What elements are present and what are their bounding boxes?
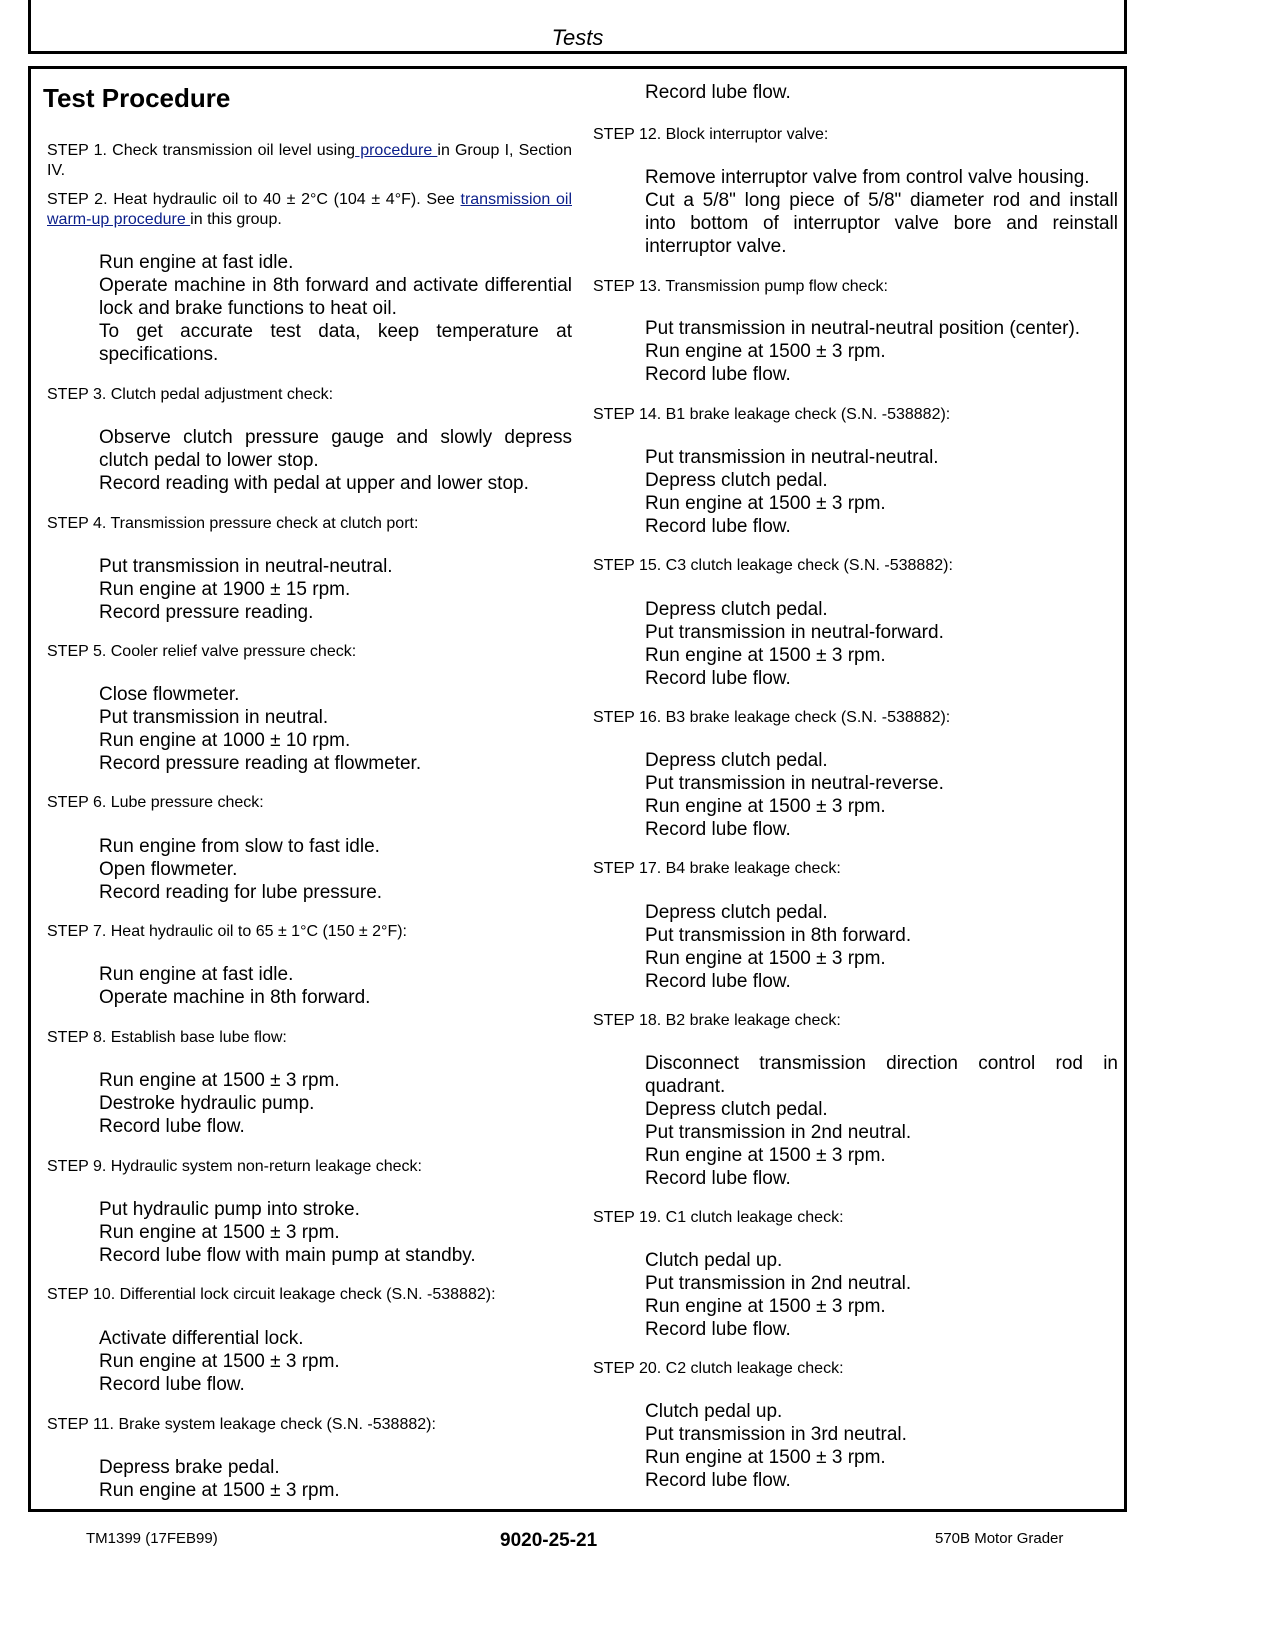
step-17-heading: STEP 17. B4 brake leakage check: xyxy=(593,860,841,877)
step-18-heading: STEP 18. B2 brake leakage check: xyxy=(593,1012,841,1029)
step-14-body xyxy=(645,446,1118,538)
step-6-heading: STEP 6. Lube pressure check: xyxy=(47,794,264,811)
step-16-body xyxy=(645,749,1118,841)
step-line: Operate machine in 8th forward. xyxy=(99,987,371,1008)
step-line: Put transmission in neutral-reverse. xyxy=(645,773,944,794)
step-line: Put transmission in neutral-forward. xyxy=(645,622,944,643)
step-line: Remove interruptor valve from control valve housing. xyxy=(645,167,1090,188)
procedure-link[interactable]: procedure xyxy=(355,142,438,159)
step-line: Record lube flow. xyxy=(645,1470,791,1491)
step-17-body xyxy=(645,901,1118,993)
step-5-heading: STEP 5. Cooler relief valve pressure check: xyxy=(47,643,357,660)
step-line: Run engine at 1500 ± 3 rpm. xyxy=(645,948,886,969)
step-line: Record pressure reading. xyxy=(99,602,314,623)
step-line: Run engine at 1500 ± 3 rpm. xyxy=(645,1145,886,1166)
step-12-body xyxy=(645,166,1118,258)
step-line: Activate differential lock. xyxy=(99,1328,304,1349)
step-line: Disconnect transmission direction control rod in quadrant. xyxy=(645,1053,1118,1097)
step-18-body xyxy=(645,1052,1118,1190)
step-line: Record reading for lube pressure. xyxy=(99,882,383,903)
step-line: Open flowmeter. xyxy=(99,859,238,880)
step-line: Record lube flow. xyxy=(645,82,791,103)
footer-manual-id: TM1399 (17FEB99) xyxy=(86,1530,218,1547)
step-line: To get accurate test data, keep temperature at specifications. xyxy=(99,321,572,365)
step-line: Run engine at 1000 ± 10 rpm. xyxy=(99,730,351,751)
step-line: Run engine at 1500 ± 3 rpm. xyxy=(645,645,886,666)
step-line: Run engine at 1500 ± 3 rpm. xyxy=(645,796,886,817)
step-5-body xyxy=(99,683,572,775)
footer-page-number: 9020-25-21 xyxy=(500,1530,598,1551)
step-9-body xyxy=(99,1198,572,1267)
step-line: Put transmission in 2nd neutral. xyxy=(645,1273,912,1294)
step-line: Run engine at 1500 ± 3 rpm. xyxy=(99,1070,340,1091)
step-2 xyxy=(47,190,572,230)
step-line: Run engine at fast idle. xyxy=(99,964,294,985)
step-line: Operate machine in 8th forward and activate differential lock and brake functions to heat oil. xyxy=(99,275,572,319)
step-line: Depress clutch pedal. xyxy=(645,902,828,923)
step-line: Clutch pedal up. xyxy=(645,1401,783,1422)
step-line: Put transmission in neutral-neutral position (center). xyxy=(645,318,1081,339)
step-line: Record lube flow. xyxy=(645,364,791,385)
step-line: Run engine at 1500 ± 3 rpm. xyxy=(99,1480,340,1501)
step-line: Destroke hydraulic pump. xyxy=(99,1093,315,1114)
step-line: Put transmission in neutral. xyxy=(99,707,329,728)
step-11-body xyxy=(99,1456,572,1502)
step-1-text: STEP 1. Check transmission oil level using xyxy=(47,142,356,159)
step-15-heading: STEP 15. C3 clutch leakage check (S.N. -538882): xyxy=(593,557,953,574)
step-line: Record lube flow. xyxy=(645,819,791,840)
step-10-heading: STEP 10. Differential lock circuit leakage check (S.N. -538882): xyxy=(47,1286,496,1303)
step-line: Run engine at 1500 ± 3 rpm. xyxy=(645,341,886,362)
step-7-heading: STEP 7. Heat hydraulic oil to 65 ± 1°C (150 ± 2°F): xyxy=(47,923,407,940)
step-line: Put transmission in neutral-neutral. xyxy=(99,556,393,577)
step-line: Record lube flow. xyxy=(645,1319,791,1340)
step-6-body xyxy=(99,835,572,904)
step-line: Record lube flow. xyxy=(645,668,791,689)
step-10-body xyxy=(99,1327,572,1396)
step-line: Run engine at 1500 ± 3 rpm. xyxy=(645,493,886,514)
step-14-heading: STEP 14. B1 brake leakage check (S.N. -538882): xyxy=(593,406,951,423)
page-title: Test Procedure xyxy=(43,83,231,113)
step-line: Depress clutch pedal. xyxy=(645,750,828,771)
step-11-body-cont xyxy=(645,81,1118,104)
step-line: Put hydraulic pump into stroke. xyxy=(99,1199,360,1220)
step-1-text-end: in Group I, Section IV. xyxy=(47,142,573,179)
step-4-body xyxy=(99,555,572,624)
step-line: Depress brake pedal. xyxy=(99,1457,280,1478)
step-line: Record lube flow. xyxy=(645,1168,791,1189)
step-line: Record pressure reading at flowmeter. xyxy=(99,753,422,774)
step-line: Record lube flow. xyxy=(99,1374,245,1395)
step-line: Depress clutch pedal. xyxy=(645,1099,828,1120)
step-line: Record lube flow. xyxy=(99,1116,245,1137)
step-15-body xyxy=(645,598,1118,690)
step-8-body xyxy=(99,1069,572,1138)
step-20-body xyxy=(645,1400,1118,1492)
step-line: Cut a 5/8" long piece of 5/8" diameter rod and install into bottom of interruptor valve bore and reinstall interruptor valve. xyxy=(645,190,1118,257)
step-line: Run engine at fast idle. xyxy=(99,252,294,273)
step-line: Put transmission in neutral-neutral. xyxy=(645,447,939,468)
step-line: Observe clutch pressure gauge and slowly depress clutch pedal to lower stop. xyxy=(99,427,572,471)
step-1 xyxy=(47,141,572,181)
step-line: Run engine at 1500 ± 3 rpm. xyxy=(99,1351,340,1372)
step-13-body xyxy=(645,317,1118,386)
step-3-body xyxy=(99,426,572,495)
step-line: Depress clutch pedal. xyxy=(645,599,828,620)
step-line: Put transmission in 2nd neutral. xyxy=(645,1122,912,1143)
step-line: Record lube flow. xyxy=(645,971,791,992)
step-12-heading: STEP 12. Block interruptor valve: xyxy=(593,126,829,143)
step-4-heading: STEP 4. Transmission pressure check at clutch port: xyxy=(47,515,419,532)
step-11-heading: STEP 11. Brake system leakage check (S.N. -538882): xyxy=(47,1416,436,1433)
step-line: Depress clutch pedal. xyxy=(645,470,828,491)
step-line: Run engine at 1500 ± 3 rpm. xyxy=(645,1296,886,1317)
step-line: Record lube flow. xyxy=(645,516,791,537)
step-line: Put transmission in 3rd neutral. xyxy=(645,1424,907,1445)
step-line: Clutch pedal up. xyxy=(645,1250,783,1271)
step-line: Run engine from slow to fast idle. xyxy=(99,836,380,857)
step-line: Run engine at 1500 ± 3 rpm. xyxy=(645,1447,886,1468)
step-line: Run engine at 1500 ± 3 rpm. xyxy=(99,1222,340,1243)
step-line: Record reading with pedal at upper and lower stop. xyxy=(99,473,529,494)
step-16-heading: STEP 16. B3 brake leakage check (S.N. -538882): xyxy=(593,709,951,726)
step-2-body xyxy=(99,251,572,366)
content-box xyxy=(28,66,1127,1512)
step-line: Put transmission in 8th forward. xyxy=(645,925,912,946)
step-19-body xyxy=(645,1249,1118,1341)
section-title: Tests xyxy=(551,25,604,50)
step-20-heading: STEP 20. C2 clutch leakage check: xyxy=(593,1360,844,1377)
header-box xyxy=(28,0,1127,54)
footer-machine-name: 570B Motor Grader xyxy=(935,1530,1064,1547)
step-3-heading: STEP 3. Clutch pedal adjustment check: xyxy=(47,386,334,403)
step-line: Run engine at 1900 ± 15 rpm. xyxy=(99,579,351,600)
warm-up-procedure-link[interactable]: transmission oil warm-up procedure xyxy=(47,191,572,228)
step-13-heading: STEP 13. Transmission pump flow check: xyxy=(593,278,888,295)
step-19-heading: STEP 19. C1 clutch leakage check: xyxy=(593,1209,844,1226)
step-2-text: STEP 2. Heat hydraulic oil to 40 ± 2°C (104 ± 4°F). See xyxy=(47,191,461,208)
step-2-text-end: in this group. xyxy=(190,211,282,228)
step-8-heading: STEP 8. Establish base lube flow: xyxy=(47,1029,287,1046)
step-line: Record lube flow with main pump at standby. xyxy=(99,1245,476,1266)
step-line: Close flowmeter. xyxy=(99,684,240,705)
step-9-heading: STEP 9. Hydraulic system non-return leakage check: xyxy=(47,1158,422,1175)
step-7-body xyxy=(99,963,572,1009)
